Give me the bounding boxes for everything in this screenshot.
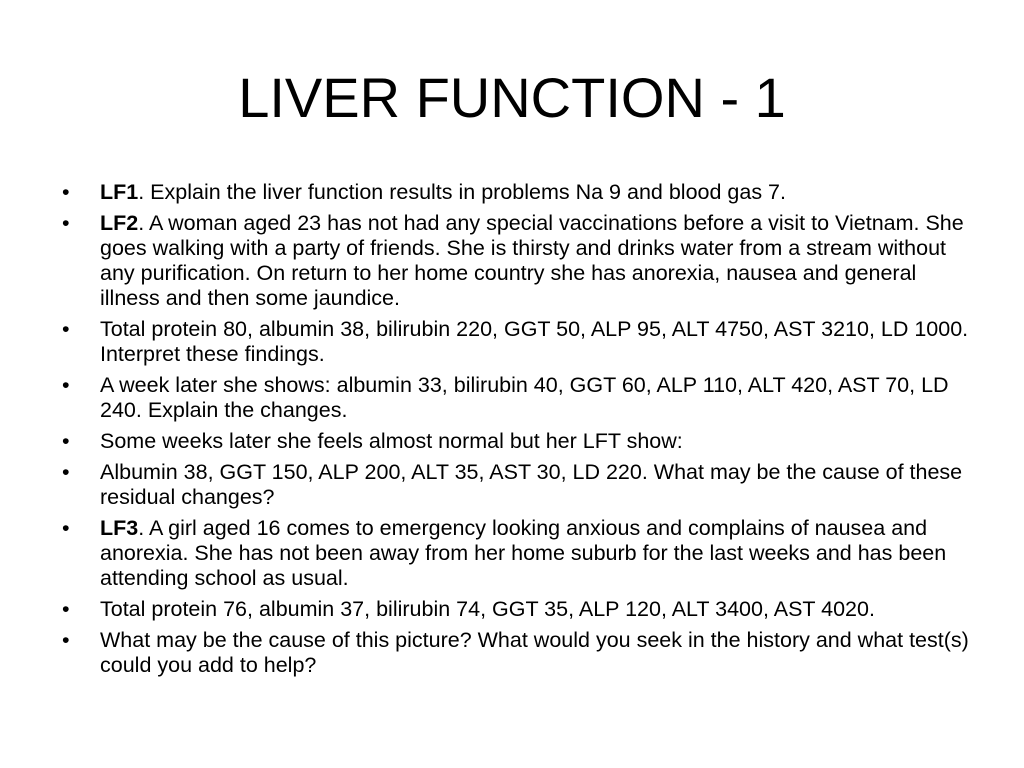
bullet-text: Total protein 76, albumin 37, bilirubin 74, GGT 35, ALP 120, ALT 3400, AST 4020. — [100, 597, 875, 621]
bullet-item-lf2-initial-results — [62, 317, 972, 367]
case-label: LF1 — [100, 180, 139, 204]
bullet-text: Total protein 80, albumin 38, bilirubin 220, GGT 50, ALP 95, ALT 4750, AST 3210, LD 1000. Interpret these findings. — [100, 317, 969, 366]
bullet-text: . Explain the liver function results in problems Na 9 and blood gas 7. — [138, 180, 786, 204]
bullet-item-lf3-question — [62, 628, 972, 678]
bullet-icon: • — [62, 317, 70, 341]
bullet-icon: • — [62, 597, 70, 621]
slide-title: LIVER FUNCTION - 1 — [238, 66, 786, 129]
bullet-icon: • — [62, 373, 70, 397]
bullet-text: Some weeks later she feels almost normal but her LFT show: — [100, 429, 683, 453]
bullet-item-lf1 — [62, 180, 972, 205]
bullet-item-lf2 — [62, 211, 972, 311]
bullet-icon: • — [62, 516, 70, 540]
bullet-item-lf2-residual — [62, 460, 972, 510]
bullet-item-lf3-results — [62, 597, 972, 622]
case-label: LF2 — [100, 211, 139, 235]
bullet-item-lf2-week-later — [62, 373, 972, 423]
bullet-text: What may be the cause of this picture? What would you seek in the history and what test(s) could you add to help? — [100, 628, 969, 677]
bullet-item-lf3 — [62, 516, 972, 591]
bullet-text: . A girl aged 16 comes to emergency looking anxious and complains of nausea and anorexia. She has not been away from her home suburb for the last weeks and has been attending school as usual. — [100, 516, 947, 590]
case-label: LF3 — [100, 516, 139, 540]
bullet-text: . A woman aged 23 has not had any special vaccinations before a visit to Vietnam. She goes walking with a party of friends. She is thirsty and drinks water from a stream without any purification. On return to her home country she has anorexia, nausea and general illness and then some jaundice. — [100, 211, 964, 310]
bullet-text: A week later she shows: albumin 33, bilirubin 40, GGT 60, ALP 110, ALT 420, AST 70, LD 240. Explain the changes. — [100, 373, 949, 422]
bullet-text: Albumin 38, GGT 150, ALP 200, ALT 35, AST 30, LD 220. What may be the cause of these residual changes? — [100, 460, 963, 509]
bullet-icon: • — [62, 460, 70, 484]
bullet-item-lf2-weeks-later — [62, 429, 972, 454]
bullet-icon: • — [62, 628, 70, 652]
bullet-list — [62, 180, 972, 684]
bullet-icon: • — [62, 180, 70, 204]
bullet-icon: • — [62, 211, 70, 235]
bullet-icon: • — [62, 429, 70, 453]
